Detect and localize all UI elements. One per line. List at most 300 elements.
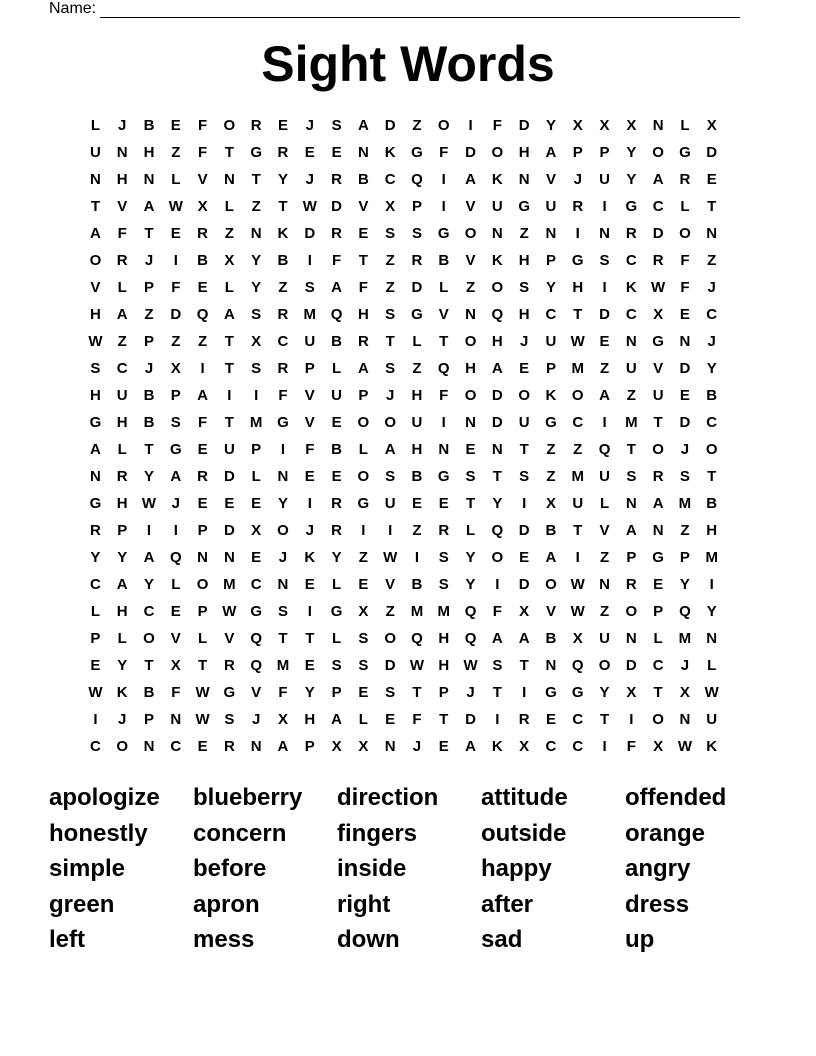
grid-letter[interactable]: M [223,576,236,593]
grid-letter[interactable]: L [117,441,127,458]
grid-letter[interactable]: A [170,468,182,485]
grid-letter[interactable]: G [545,414,557,431]
grid-letter[interactable]: J [144,360,154,377]
grid-letter[interactable]: A [599,387,610,404]
grid-letter[interactable]: R [197,468,208,485]
grid-letter[interactable]: T [251,171,261,188]
grid-letter[interactable]: U [89,144,101,161]
grid-letter[interactable]: W [409,657,425,674]
grid-letter[interactable]: C [652,657,664,674]
grid-letter[interactable]: U [599,171,610,188]
grid-letter[interactable]: N [170,711,182,728]
grid-letter[interactable]: S [492,657,503,674]
grid-letter[interactable]: A [331,711,342,728]
grid-letter[interactable]: Z [117,333,127,350]
grid-letter[interactable]: T [707,198,717,215]
grid-letter[interactable]: C [706,306,718,323]
grid-letter[interactable]: T [707,468,717,485]
grid-letter[interactable]: K [491,252,503,269]
grid-letter[interactable]: E [679,387,690,404]
grid-letter[interactable]: N [89,171,101,188]
grid-letter[interactable]: X [572,117,583,134]
grid-letter[interactable]: L [117,279,127,296]
grid-letter[interactable]: G [571,252,584,269]
grid-letter[interactable]: V [465,252,476,269]
grid-letter[interactable]: W [677,738,693,755]
grid-letter[interactable]: E [519,360,530,377]
grid-letter[interactable]: V [438,306,449,323]
grid-letter[interactable]: N [143,171,155,188]
grid-letter[interactable]: J [144,252,154,269]
grid-letter[interactable]: B [545,630,557,647]
grid-letter[interactable]: Y [706,603,717,620]
grid-letter[interactable]: Z [171,144,181,161]
grid-letter[interactable]: T [519,441,529,458]
grid-letter[interactable]: V [385,576,396,593]
grid-letter[interactable]: D [304,225,316,242]
grid-letter[interactable]: Q [330,306,343,323]
grid-letter[interactable]: W [88,684,103,701]
grid-letter[interactable]: L [171,576,181,593]
grid-letter[interactable]: E [438,495,449,512]
grid-letter[interactable]: Y [90,549,101,566]
grid-letter[interactable]: N [599,225,610,242]
grid-letter[interactable]: B [277,252,289,269]
grid-letter[interactable]: T [224,414,234,431]
grid-letter[interactable]: V [545,603,556,620]
grid-letter[interactable]: U [545,198,557,215]
grid-letter[interactable]: T [224,360,234,377]
grid-letter[interactable]: R [277,360,289,377]
grid-letter[interactable]: S [277,603,288,620]
grid-letter[interactable]: N [465,414,476,431]
grid-letter[interactable]: Z [224,225,234,242]
grid-letter[interactable]: Q [196,306,209,323]
grid-letter[interactable]: H [572,279,584,296]
grid-letter[interactable]: M [437,603,450,620]
grid-letter[interactable]: J [278,549,288,566]
grid-letter[interactable]: V [599,522,610,539]
grid-letter[interactable]: B [331,441,342,458]
grid-letter[interactable]: O [491,279,504,296]
grid-letter[interactable]: A [357,360,369,377]
grid-letter[interactable]: P [170,387,181,404]
grid-letter[interactable]: Y [251,279,262,296]
grid-letter[interactable]: T [573,522,583,539]
grid-letter[interactable]: I [441,198,446,215]
grid-letter[interactable]: L [90,603,100,620]
grid-letter[interactable]: J [519,333,529,350]
grid-letter[interactable]: B [545,522,557,539]
grid-letter[interactable]: Z [599,603,610,620]
grid-letter[interactable]: R [116,252,128,269]
grid-letter[interactable]: F [278,387,288,404]
grid-letter[interactable]: L [224,279,234,296]
grid-letter[interactable]: R [652,252,664,269]
grid-letter[interactable]: I [602,279,607,296]
grid-letter[interactable]: O [518,387,530,404]
grid-letter[interactable]: S [438,549,449,566]
grid-letter[interactable]: A [223,306,235,323]
grid-letter[interactable]: O [223,117,236,134]
grid-letter[interactable]: U [545,333,557,350]
grid-letter[interactable]: F [171,279,181,296]
grid-letter[interactable]: G [518,198,530,215]
grid-letter[interactable]: S [385,360,396,377]
grid-letter[interactable]: M [410,603,424,620]
grid-letter[interactable]: E [170,117,181,134]
grid-letter[interactable]: U [572,495,584,512]
grid-letter[interactable]: G [89,495,102,512]
grid-letter[interactable]: L [680,198,690,215]
grid-letter[interactable]: D [652,225,664,242]
grid-letter[interactable]: O [357,414,370,431]
grid-letter[interactable]: F [198,117,208,134]
grid-letter[interactable]: I [173,522,178,539]
grid-letter[interactable]: T [278,630,288,647]
grid-letter[interactable]: D [223,522,235,539]
grid-letter[interactable]: I [146,522,152,539]
grid-letter[interactable]: S [385,225,396,242]
grid-letter[interactable]: M [571,360,584,377]
grid-letter[interactable]: J [252,711,261,728]
grid-letter[interactable]: T [492,684,502,701]
grid-letter[interactable]: T [439,333,449,350]
grid-letter[interactable]: W [302,198,317,215]
grid-letter[interactable]: M [303,306,317,323]
grid-letter[interactable]: D [518,522,530,539]
grid-letter[interactable]: T [198,657,208,674]
grid-letter[interactable]: I [709,576,714,593]
grid-letter[interactable]: E [358,576,369,593]
grid-letter[interactable]: C [545,738,557,755]
grid-letter[interactable]: F [439,144,449,161]
grid-letter[interactable]: N [706,225,718,242]
grid-letter[interactable]: N [706,630,718,647]
grid-letter[interactable]: E [197,495,208,512]
grid-letter[interactable]: V [304,387,315,404]
grid-letter[interactable]: F [680,252,690,269]
grid-letter[interactable]: X [358,738,369,755]
grid-letter[interactable]: L [117,630,127,647]
grid-letter[interactable]: Z [546,468,556,485]
grid-letter[interactable]: A [277,738,289,755]
grid-letter[interactable]: R [223,657,235,674]
grid-letter[interactable]: E [679,306,690,323]
grid-letter[interactable]: O [277,522,289,539]
grid-letter[interactable]: F [439,387,449,404]
grid-letter[interactable]: J [305,522,314,539]
grid-letter[interactable]: J [118,711,127,728]
grid-letter[interactable]: R [625,225,637,242]
grid-letter[interactable]: I [200,360,205,377]
grid-letter[interactable]: A [545,549,557,566]
grid-letter[interactable]: L [465,522,476,539]
grid-letter[interactable]: X [679,684,690,701]
grid-letter[interactable]: R [518,711,530,728]
grid-letter[interactable]: G [437,468,450,485]
grid-letter[interactable]: H [518,306,530,323]
grid-letter[interactable]: L [653,630,663,647]
grid-letter[interactable]: X [599,117,610,134]
grid-letter[interactable]: I [307,495,312,512]
grid-letter[interactable]: R [89,522,101,539]
grid-letter[interactable]: E [170,225,181,242]
grid-letter[interactable]: N [545,657,557,674]
grid-letter[interactable]: Y [679,576,690,593]
grid-letter[interactable]: W [88,333,103,350]
grid-letter[interactable]: U [652,387,664,404]
grid-letter[interactable]: Q [250,630,263,647]
grid-letter[interactable]: L [358,441,368,458]
grid-letter[interactable]: F [412,711,422,728]
grid-letter[interactable]: Q [679,603,691,620]
grid-letter[interactable]: Y [143,576,154,593]
grid-letter[interactable]: S [90,360,101,377]
grid-letter[interactable]: J [466,684,475,701]
grid-letter[interactable]: I [441,414,446,431]
grid-letter[interactable]: Z [412,360,422,377]
grid-letter[interactable]: O [89,252,102,269]
grid-letter[interactable]: C [89,738,101,755]
grid-letter[interactable]: V [117,198,128,215]
grid-letter[interactable]: S [438,576,449,593]
grid-letter[interactable]: O [705,441,718,458]
grid-letter[interactable]: F [171,684,181,701]
grid-letter[interactable]: P [90,630,101,647]
grid-letter[interactable]: Y [626,171,637,188]
grid-letter[interactable]: T [224,333,234,350]
grid-letter[interactable]: S [331,657,342,674]
grid-letter[interactable]: P [545,360,556,377]
grid-letter[interactable]: N [545,225,557,242]
grid-letter[interactable]: A [465,738,476,755]
grid-letter[interactable]: B [706,495,718,512]
grid-letter[interactable]: H [116,171,128,188]
grid-letter[interactable]: O [437,117,450,134]
grid-letter[interactable]: U [331,387,342,404]
grid-letter[interactable]: R [116,468,128,485]
grid-letter[interactable]: D [384,657,396,674]
grid-letter[interactable]: T [465,495,476,512]
grid-letter[interactable]: K [545,387,557,404]
grid-letter[interactable]: N [625,333,637,350]
grid-letter[interactable]: F [626,738,636,755]
grid-letter[interactable]: C [250,576,262,593]
grid-letter[interactable]: C [545,306,557,323]
grid-letter[interactable]: L [680,117,690,134]
grid-letter[interactable]: N [143,738,155,755]
grid-letter[interactable]: E [304,144,315,161]
grid-letter[interactable]: T [358,252,368,269]
grid-letter[interactable]: O [598,657,611,674]
grid-letter[interactable]: S [251,306,262,323]
grid-letter[interactable]: S [385,306,396,323]
grid-letter[interactable]: F [278,684,288,701]
grid-letter[interactable]: S [385,684,396,701]
grid-letter[interactable]: I [522,684,527,701]
grid-letter[interactable]: T [144,225,154,242]
grid-letter[interactable]: Z [198,333,208,350]
grid-letter[interactable]: F [492,117,502,134]
grid-letter[interactable]: M [625,414,638,431]
grid-letter[interactable]: D [411,279,423,296]
grid-letter[interactable]: O [571,387,584,404]
grid-letter[interactable]: E [304,657,315,674]
grid-letter[interactable]: I [602,738,607,755]
grid-letter[interactable]: I [307,252,312,269]
grid-letter[interactable]: F [198,414,208,431]
grid-letter[interactable]: N [116,144,128,161]
grid-letter[interactable]: E [90,657,101,674]
grid-letter[interactable]: E [653,576,664,593]
grid-letter[interactable]: G [411,306,423,323]
grid-letter[interactable]: P [572,144,583,161]
grid-letter[interactable]: H [411,441,423,458]
grid-letter[interactable]: J [171,495,180,512]
grid-letter[interactable]: X [706,117,717,134]
grid-letter[interactable]: T [385,333,395,350]
grid-letter[interactable]: N [465,306,476,323]
grid-letter[interactable]: E [304,468,315,485]
grid-letter[interactable]: A [625,522,637,539]
grid-letter[interactable]: K [304,549,316,566]
grid-letter[interactable]: H [143,144,155,161]
grid-letter[interactable]: D [706,144,718,161]
grid-letter[interactable]: O [545,576,557,593]
grid-letter[interactable]: A [331,279,342,296]
grid-letter[interactable]: I [173,252,178,269]
grid-letter[interactable]: D [679,414,691,431]
grid-letter[interactable]: N [652,522,664,539]
grid-letter[interactable]: V [653,360,664,377]
grid-letter[interactable]: F [492,603,502,620]
grid-letter[interactable]: S [626,468,637,485]
grid-letter[interactable]: N [652,117,664,134]
grid-letter[interactable]: G [250,144,263,161]
grid-letter[interactable]: I [468,117,473,134]
grid-letter[interactable]: M [705,549,718,566]
grid-letter[interactable]: S [358,657,369,674]
grid-letter[interactable]: Y [117,657,128,674]
grid-letter[interactable]: L [251,468,261,485]
grid-letter[interactable]: T [278,198,288,215]
grid-letter[interactable]: N [384,738,396,755]
grid-letter[interactable]: T [519,657,529,674]
grid-letter[interactable]: Y [277,495,288,512]
grid-letter[interactable]: D [465,711,476,728]
grid-letter[interactable]: N [277,468,289,485]
grid-letter[interactable]: P [304,360,315,377]
grid-letter[interactable]: J [385,387,395,404]
grid-letter[interactable]: B [331,333,342,350]
grid-letter[interactable]: G [679,144,691,161]
grid-letter[interactable]: Z [412,522,422,539]
grid-letter[interactable]: Y [331,549,342,566]
grid-letter[interactable]: E [706,171,717,188]
grid-letter[interactable]: K [491,738,503,755]
grid-letter[interactable]: D [491,387,503,404]
grid-letter[interactable]: T [224,144,234,161]
grid-letter[interactable]: X [572,630,583,647]
grid-letter[interactable]: U [304,333,316,350]
grid-letter[interactable]: Z [251,198,261,215]
grid-letter[interactable]: G [223,684,236,701]
grid-letter[interactable]: E [331,414,342,431]
grid-letter[interactable]: F [305,441,315,458]
grid-letter[interactable]: X [519,603,530,620]
grid-letter[interactable]: Q [250,657,263,674]
grid-letter[interactable]: U [411,414,423,431]
grid-letter[interactable]: U [599,630,610,647]
grid-letter[interactable]: S [224,711,235,728]
grid-letter[interactable]: N [438,441,450,458]
grid-letter[interactable]: X [170,360,181,377]
grid-letter[interactable]: R [625,576,637,593]
grid-letter[interactable]: H [465,360,476,377]
grid-letter[interactable]: B [143,387,155,404]
grid-letter[interactable]: T [653,684,663,701]
grid-letter[interactable]: H [116,414,128,431]
grid-letter[interactable]: Q [598,441,611,458]
grid-letter[interactable]: H [518,144,530,161]
grid-letter[interactable]: B [706,387,718,404]
grid-letter[interactable]: C [572,711,584,728]
grid-letter[interactable]: Q [491,306,504,323]
grid-letter[interactable]: K [384,144,396,161]
grid-letter[interactable]: K [625,279,637,296]
grid-letter[interactable]: N [89,468,101,485]
grid-letter[interactable]: M [276,657,290,674]
grid-letter[interactable]: Y [492,495,503,512]
grid-letter[interactable]: X [358,603,369,620]
grid-letter[interactable]: R [277,306,289,323]
grid-letter[interactable]: X [277,711,288,728]
grid-letter[interactable]: E [599,333,610,350]
grid-letter[interactable]: P [545,252,556,269]
grid-letter[interactable]: I [307,603,312,620]
grid-letter[interactable]: O [652,711,664,728]
grid-letter[interactable]: J [305,171,314,188]
grid-letter[interactable]: Z [546,441,556,458]
grid-letter[interactable]: Q [491,522,504,539]
grid-letter[interactable]: P [331,684,342,701]
grid-letter[interactable]: A [545,144,557,161]
grid-letter[interactable]: S [170,414,181,431]
grid-letter[interactable]: X [519,738,530,755]
grid-letter[interactable]: Q [571,657,584,674]
grid-letter[interactable]: W [651,279,666,296]
grid-letter[interactable]: Z [412,117,422,134]
grid-letter[interactable]: R [197,225,208,242]
grid-letter[interactable]: C [706,414,718,431]
grid-letter[interactable]: X [224,252,235,269]
grid-letter[interactable]: M [249,414,263,431]
grid-letter[interactable]: S [304,279,315,296]
grid-letter[interactable]: I [495,711,500,728]
grid-letter[interactable]: W [570,603,585,620]
grid-letter[interactable]: A [357,117,369,134]
grid-letter[interactable]: J [118,117,127,134]
grid-letter[interactable]: X [385,198,396,215]
grid-letter[interactable]: G [625,198,638,215]
grid-letter[interactable]: T [492,468,502,485]
grid-letter[interactable]: I [629,711,634,728]
grid-letter[interactable]: W [383,549,398,566]
grid-letter[interactable]: P [653,603,664,620]
grid-letter[interactable]: S [358,630,369,647]
grid-letter[interactable]: L [90,117,100,134]
